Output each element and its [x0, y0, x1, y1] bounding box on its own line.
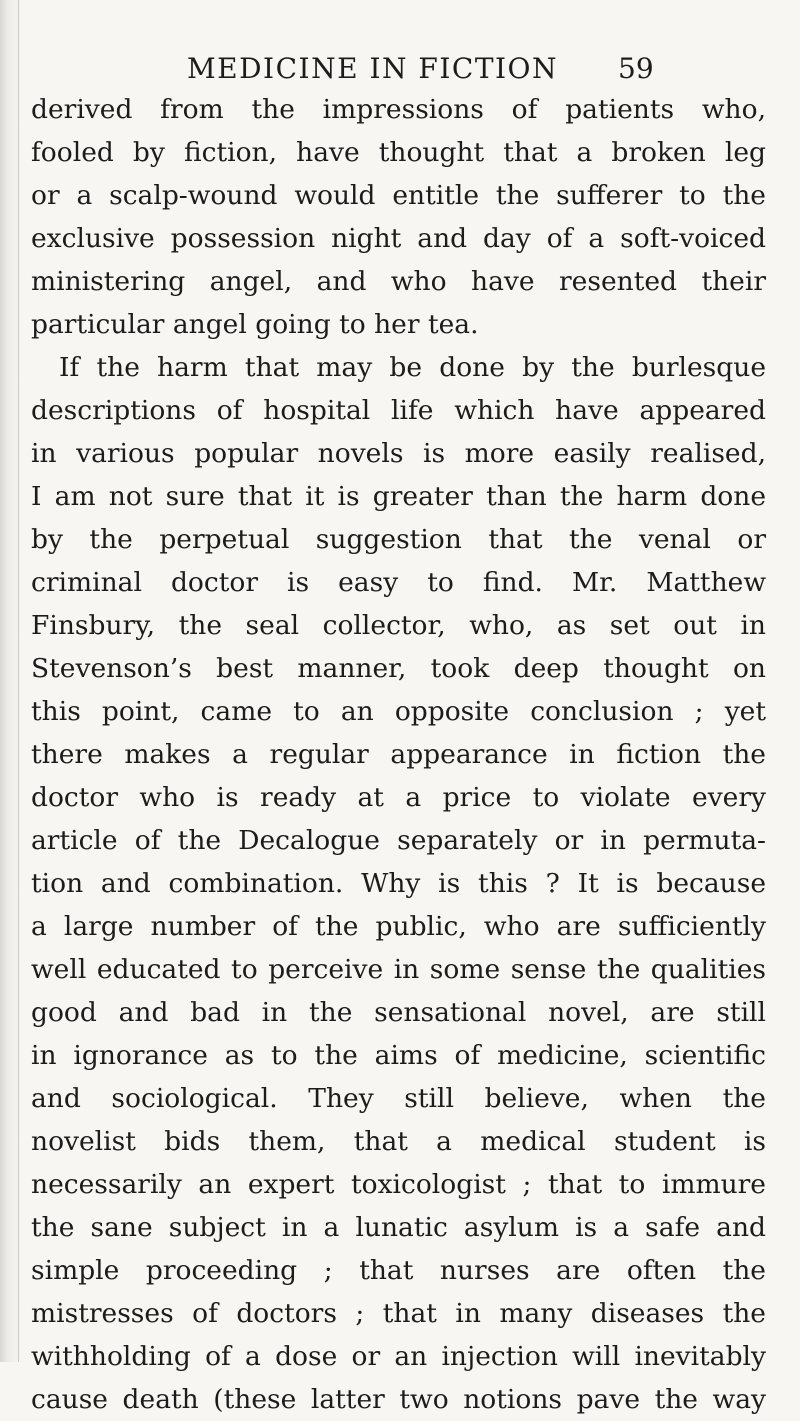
text-line: derived from the impressions of patients who, — [31, 94, 766, 125]
text-line: necessarily an expert toxicologist ; that to immure — [31, 1169, 766, 1200]
text-line: Finsbury, the seal collector, who, as set out in — [31, 610, 766, 641]
text-line: tion and combination. Why is this ? It is because — [31, 868, 766, 899]
text-line: doctor who is ready at a price to violate every — [31, 782, 766, 813]
text-line: simple proceeding ; that nurses are often the — [31, 1255, 766, 1286]
text-line: mistresses of doctors ; that in many diseases the — [31, 1298, 766, 1329]
text-line: well educated to perceive in some sense the qualities — [31, 954, 766, 985]
text-line: fooled by fiction, have thought that a broken leg — [31, 137, 766, 168]
page-number: 59 — [618, 52, 654, 85]
text-line: criminal doctor is easy to find. Mr. Matthew — [31, 567, 766, 598]
text-line: exclusive possession night and day of a soft-voiced — [31, 223, 766, 254]
text-line: in various popular novels is more easily realised, — [31, 438, 766, 469]
text-line: article of the Decalogue separately or in permuta- — [31, 825, 766, 856]
text-line: or a scalp-wound would entitle the sufferer to the — [31, 180, 766, 211]
text-line: cause death (these latter two notions pave the way — [31, 1384, 766, 1415]
text-line: this point, came to an opposite conclusion ; yet — [31, 696, 766, 727]
text-line-paragraph-start: If the harm that may be done by the burlesque — [59, 352, 766, 383]
text-line: a large number of the public, who are sufficiently — [31, 911, 766, 942]
text-line: there makes a regular appearance in fiction the — [31, 739, 766, 770]
text-line: ministering angel, and who have resented their — [31, 266, 766, 297]
text-line: withholding of a dose or an injection will inevitably — [31, 1341, 766, 1372]
text-line: particular angel going to her tea. — [31, 309, 479, 340]
body-text — [31, 88, 766, 1421]
text-line: and sociological. They still believe, when the — [31, 1083, 766, 1114]
page-header — [0, 52, 800, 92]
text-line: in ignorance as to the aims of medicine, scientific — [31, 1040, 766, 1071]
running-title: MEDICINE IN FICTION — [187, 52, 559, 85]
text-line: by the perpetual suggestion that the venal or — [31, 524, 766, 555]
page-gutter-line — [18, 0, 19, 1362]
text-line: novelist bids them, that a medical student is — [31, 1126, 766, 1157]
text-line: good and bad in the sensational novel, are still — [31, 997, 766, 1028]
text-line: I am not sure that it is greater than the harm done — [31, 481, 766, 512]
text-line: Stevenson’s best manner, took deep thought on — [31, 653, 766, 684]
text-line: the sane subject in a lunatic asylum is a safe and — [31, 1212, 766, 1243]
text-line: descriptions of hospital life which have appeared — [31, 395, 766, 426]
